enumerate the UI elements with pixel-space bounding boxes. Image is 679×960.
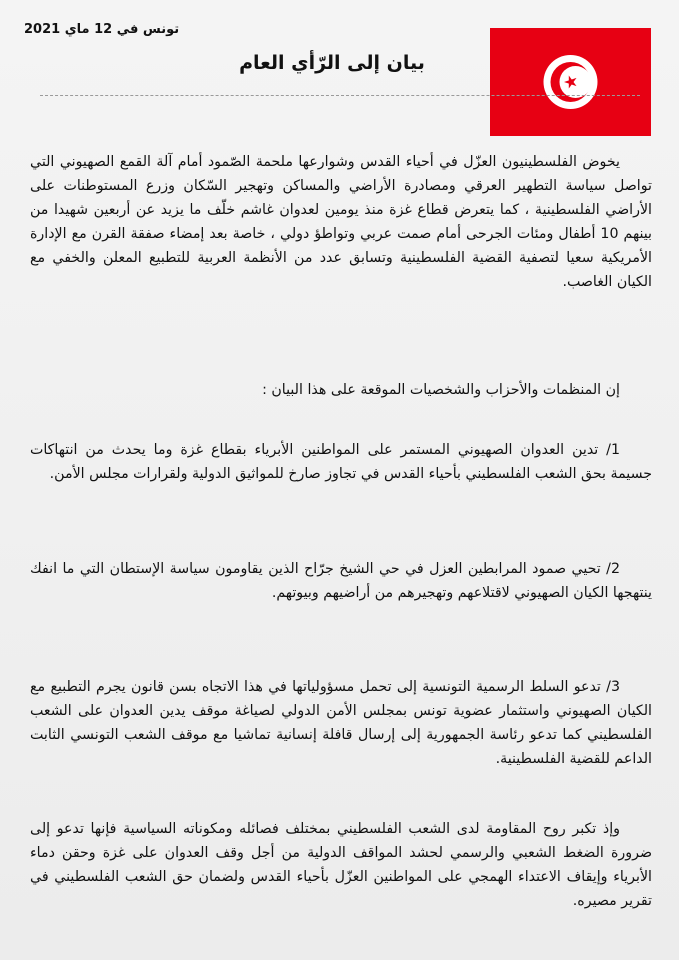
point-2-paragraph: 2/ تحيي صمود المرابطين العزل في حي الشيخ جرّاح الذين يقاومون سياسة الإستطان التي ما انفك ينتهجها الكيان الصهيوني لاقتلاعهم وتهجيرهم من أراضيهم وبيوتهم.	[30, 561, 652, 601]
point-1-paragraph: 1/ تدين العدوان الصهيوني المستمر على المواطنين الأبرياء بقطاع غزة وما يحدث من انتهاكات جسيمة بحق الشعب الفلسطيني بأحياء القدس في تجاوز صارخ للمواثيق الدولية ولقرارات مجلس الأمن.	[30, 442, 652, 482]
tunisia-flag-icon	[490, 28, 651, 136]
document-date: تونس في 12 ماي 2021	[24, 22, 180, 37]
point-3-paragraph: 3/ تدعو السلط الرسمية التونسية إلى تحمل مسؤولياتها في هذا الاتجاه بسن قانون يجرم التطبيع مع الكيان الصهيوني واستثمار عضوية تونس بمجلس الأمن الدولي لصياغة موقف يدين العدوان على الشعب الفلسطيني كما تدعو رئاسة الجمهورية إلى إرسال قافلة إنسانية تماشيا مع موقف الشعب التونسي الثابت الداعم للقضية الفلسطينية.	[30, 679, 652, 767]
closing-paragraph: وإذ تكبر روح المقاومة لدى الشعب الفلسطيني بمختلف فصائله ومكوناته السياسية فإنها تدعو إلى ضرورة الضغط الشعبي والرسمي لحشد المواقف الدولية من أجل وقف العدوان على غزة وحقن دماء الأبرياء وإيقاف الاعتداء الهمجي على المواطنين العزّل بأحياء القدس ولضمان حق الشعب الفلسطيني في تقرير مصيره.	[30, 821, 652, 909]
preamble-paragraph: إن المنظمات والأحزاب والشخصيات الموقعة على هذا البيان :	[262, 382, 620, 398]
intro-paragraph: يخوض الفلسطينيون العزّل في أحياء القدس وشوارعها ملحمة الصّمود أمام آلة القمع الصهيوني التي تواصل سياسة التطهير العرقي ومصادرة الأراضي والمساكن وتهجير السّكان وزرع المستوطنات على الأراضي الفلسطينية ، كما يتعرض قطاع غزة منذ يومين لعدوان غاشم خلّف ما يزيد عن أربعين شهيدا من بينهم 10 أطفال ومئات الجرحى أمام صمت عربي وتواطؤ دولي ، خاصة بعد إمضاء صفقة القرن مع الإدارة الأمريكية سعيا لتصفية القضية الفلسطينية وتسابق عدد من الأنظمة العربية للتطبيع المعلن والخفي مع الكيان الغاصب.	[30, 154, 653, 290]
page-title: بيان إلى الرّأي العام	[239, 52, 425, 74]
divider	[40, 95, 640, 96]
